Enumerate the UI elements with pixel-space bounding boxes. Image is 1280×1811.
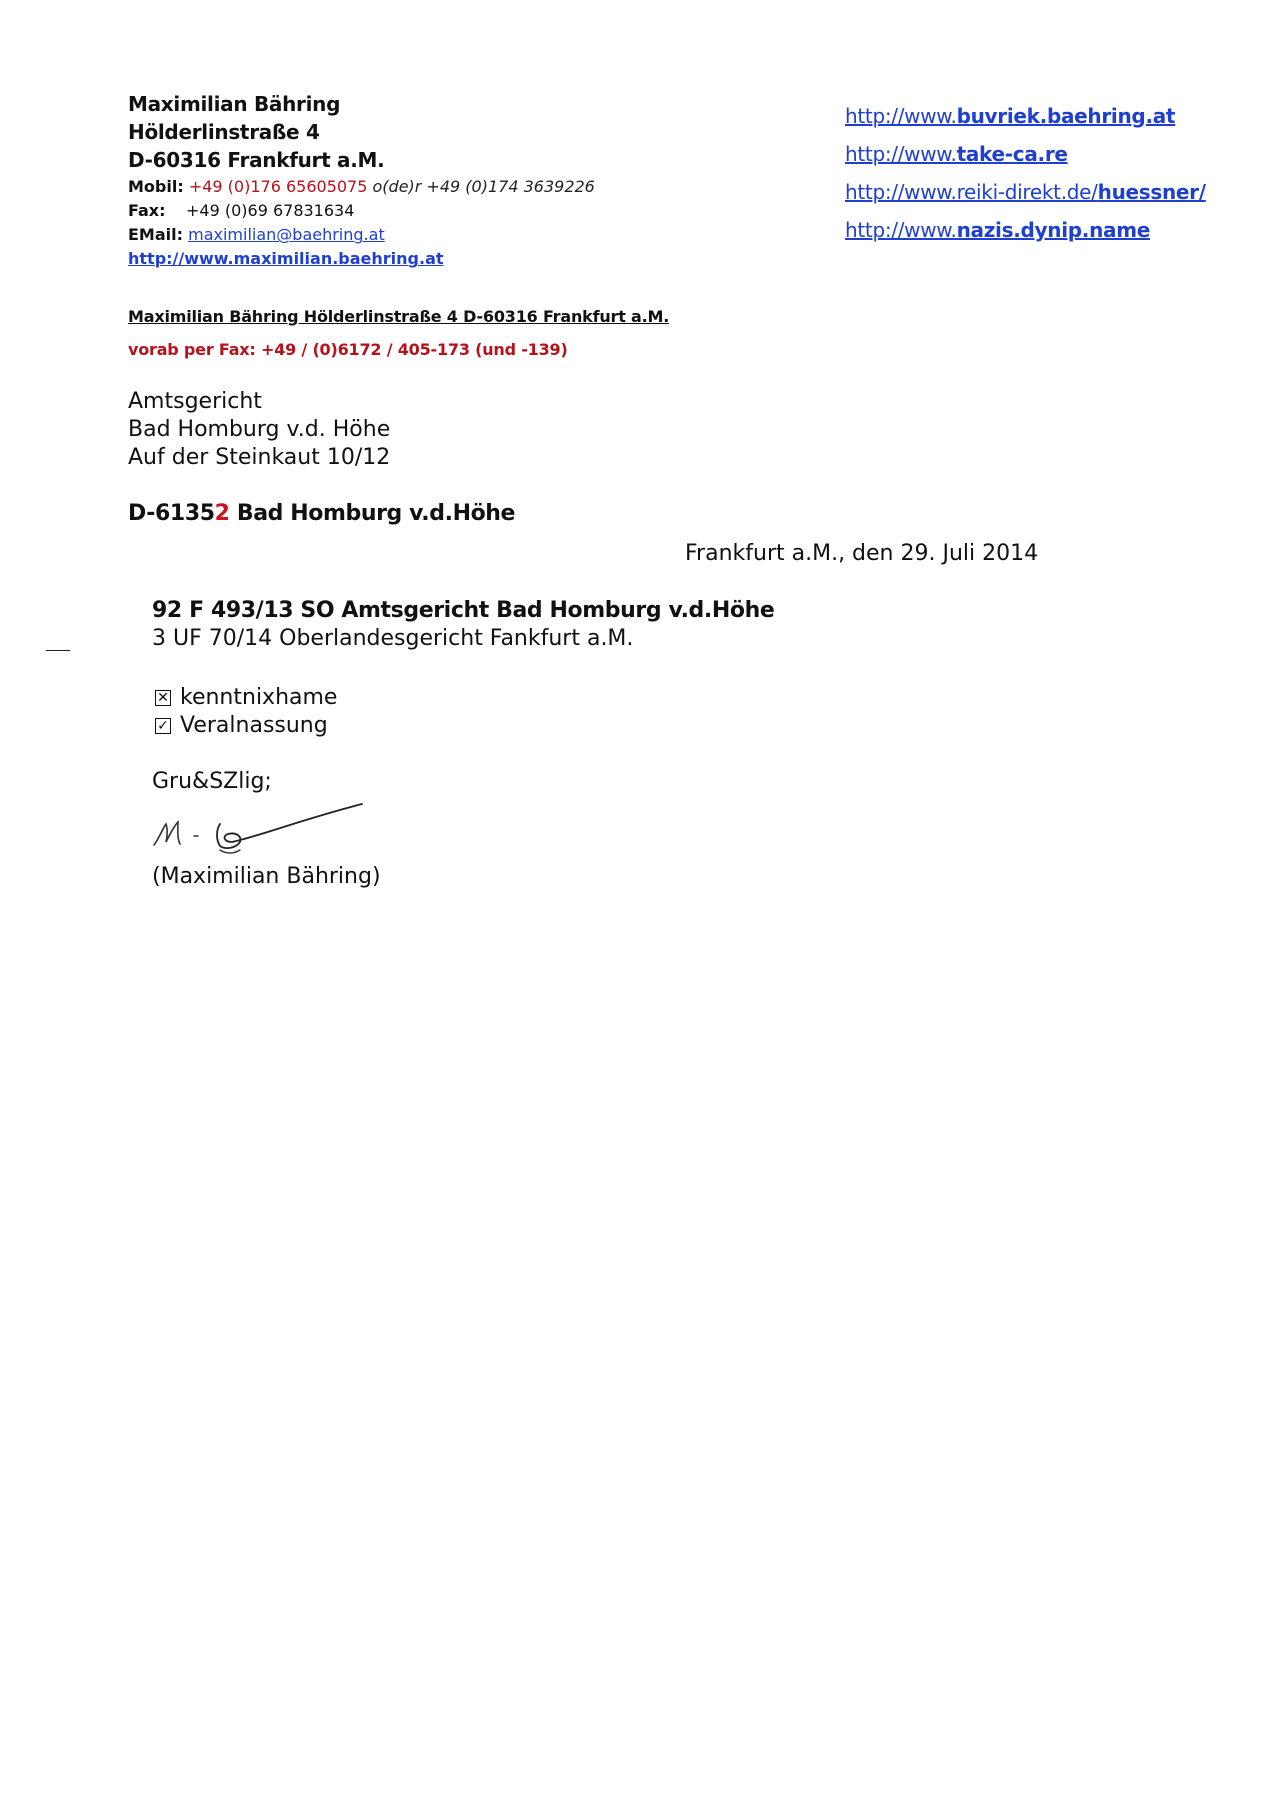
fax-note: [128, 340, 568, 359]
sender-fax-line: [128, 199, 354, 223]
mobile-number: +49 (0)176 65605075: [188, 177, 368, 196]
checkbox-row-2: [155, 712, 328, 740]
reference-primary: 92 F 493/13 SO Amtsgericht Bad Homburg v.d.Höhe: [152, 598, 775, 623]
fax-number: +49 (0)69 67831634: [186, 201, 355, 220]
sender-name: Maximilian Bähring: [128, 92, 341, 116]
website-link-4[interactable]: http://www.nazis.dynip.name: [845, 218, 1151, 242]
fax-note-prefix: vorab per Fax:: [128, 340, 256, 359]
sender-street: Hölderlinstraße 4: [128, 120, 320, 144]
checkbox-label-2: Veralnassung: [180, 713, 328, 738]
closing-name: (Maximilian Bähring): [152, 864, 381, 889]
mobile-alt-number: +49 (0)174 3639226: [426, 177, 595, 196]
recipient-zip-city: [128, 501, 515, 526]
recipient-line-1: Amtsgericht: [128, 389, 262, 414]
website-link-3[interactable]: http://www.reiki-direkt.de/huessner/: [845, 180, 1206, 204]
recipient-line-3: Auf der Steinkaut 10/12: [128, 445, 391, 470]
sender-website-line: [128, 247, 444, 271]
greeting: Gru&SZlig;: [152, 769, 272, 794]
fax-label: Fax:: [128, 201, 166, 220]
sender-email-line: [128, 223, 385, 247]
sender-city: D-60316 Frankfurt a.M.: [128, 148, 385, 172]
zip-city: Bad Homburg v.d.Höhe: [229, 501, 516, 526]
sender-mobile-line: [128, 175, 595, 199]
email-label: EMail:: [128, 225, 184, 244]
mobile-label: Mobil:: [128, 177, 184, 196]
website-link-2[interactable]: http://www.take-ca.re: [845, 142, 1068, 166]
checkbox-label-1: kenntnixhame: [180, 685, 338, 710]
mobile-or: o(de)r: [372, 177, 422, 196]
fold-mark: [46, 650, 70, 651]
date-line: Frankfurt a.M., den 29. Juli 2014: [685, 541, 1039, 566]
zip-prefix: D-6135: [128, 501, 215, 526]
checkbox-check-icon: ✓: [155, 718, 171, 734]
signature-image: [150, 800, 370, 860]
return-address: Maximilian Bähring Hölderlinstraße 4 D-60316 Frankfurt a.M.: [128, 307, 670, 326]
zip-red-digit: 2: [214, 501, 230, 526]
email-link[interactable]: maximilian@baehring.at: [188, 225, 385, 244]
recipient-line-2: Bad Homburg v.d. Höhe: [128, 417, 391, 442]
sender-website-link[interactable]: http://www.maximilian.baehring.at: [128, 249, 444, 268]
checkbox-row-1: [155, 684, 337, 712]
checkbox-x-icon: ✕: [155, 690, 171, 706]
fax-note-number: +49 / (0)6172 / 405-173 (und -139): [260, 340, 568, 359]
websites-list: [845, 97, 1206, 249]
website-link-1[interactable]: http://www.buvriek.baehring.at: [845, 104, 1176, 128]
reference-secondary: 3 UF 70/14 Oberlandesgericht Fankfurt a.M.: [152, 626, 634, 651]
